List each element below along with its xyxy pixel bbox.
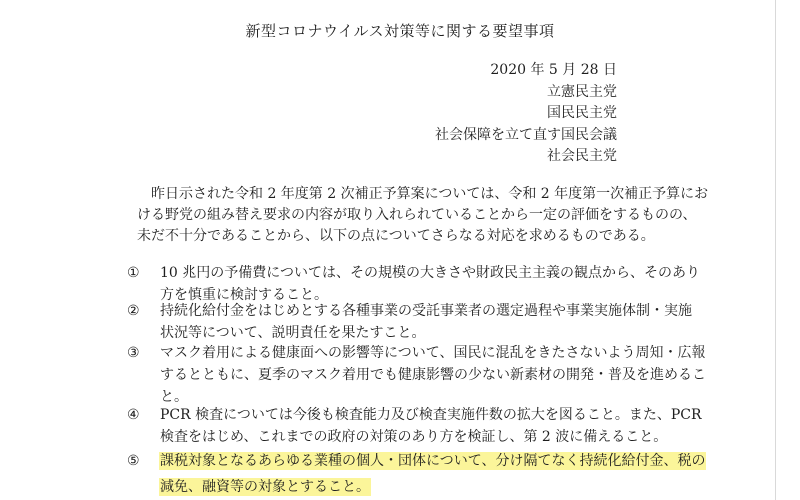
signatory: 国民民主党 xyxy=(547,105,617,121)
item-number: ③ xyxy=(127,345,140,361)
item-line: 検査をはじめ、これまでの政府の対策のあり方を検証し、第 2 波に備えること。 xyxy=(160,429,668,445)
request-item-4 xyxy=(127,404,702,448)
item-number: ⑤ xyxy=(127,453,140,469)
item-line: PCR 検査については今後も検査能力及び検査実施件数の拡大を図ること。また、PCR xyxy=(160,407,702,423)
highlighted-text: 課税対象となるあらゆる業種の個人・団体について、分け隔てなく持続化給付金、税の xyxy=(160,453,706,469)
item-line-highlighted xyxy=(160,476,705,498)
item-line: 状況等について、説明責任を果たすこと。 xyxy=(160,325,426,341)
signatory: 社会保障を立て直す国民会議 xyxy=(435,126,617,143)
item-line: するとともに、夏季のマスク着用でも健康影響の少ない新素材の開発・普及を進めるこ xyxy=(160,367,706,383)
intro-line: ける野党の組み替え要求の内容が取り入れられていることから一定の評価をするものの、 xyxy=(137,207,697,223)
item-line-highlighted xyxy=(160,450,705,472)
item-number: ④ xyxy=(127,407,140,423)
item-number: ① xyxy=(127,265,140,281)
item-line: マスク着用による健康面への影響等について、国民に混乱をきたさないよう周知・広報 xyxy=(160,345,706,361)
highlighted-text: 減免、融資等の対象とすること。 xyxy=(160,479,370,495)
item-text xyxy=(160,300,692,344)
intro-line: 昨日示された令和 2 年度第 2 次補正予算案については、令和 2 年度第一次補正予算にお xyxy=(151,186,709,202)
item-line: 持続化給付金をはじめとする各種事業の受託事業者の選定過程や事業実施体制・実施 xyxy=(160,303,692,319)
item-number: ② xyxy=(127,303,140,319)
item-line: と。 xyxy=(160,389,188,405)
date-and-signatories xyxy=(435,60,617,168)
item-text xyxy=(160,450,705,498)
item-text xyxy=(160,404,702,448)
page-edge-line xyxy=(775,0,776,500)
document-date: 2020 年 5 月 28 日 xyxy=(490,62,617,78)
item-line: 方を慎重に検討すること。 xyxy=(160,287,328,303)
item-text xyxy=(160,342,706,408)
request-item-2 xyxy=(127,300,692,344)
request-item-3 xyxy=(127,342,706,408)
intro-line: 未だ不十分であることから、以下の点についてさらなる対応を求めるものである。 xyxy=(137,228,655,244)
signatory: 立憲民主党 xyxy=(547,83,617,100)
item-line: 10 兆円の予備費については、その規模の大きさや財政民主主義の観点から、そのあり xyxy=(160,265,700,281)
request-item-5 xyxy=(127,450,706,498)
document-title: 新型コロナウイルス対策等に関する要望事項 xyxy=(245,22,555,40)
intro-paragraph xyxy=(137,184,709,247)
signatory: 社会民主党 xyxy=(547,148,617,164)
